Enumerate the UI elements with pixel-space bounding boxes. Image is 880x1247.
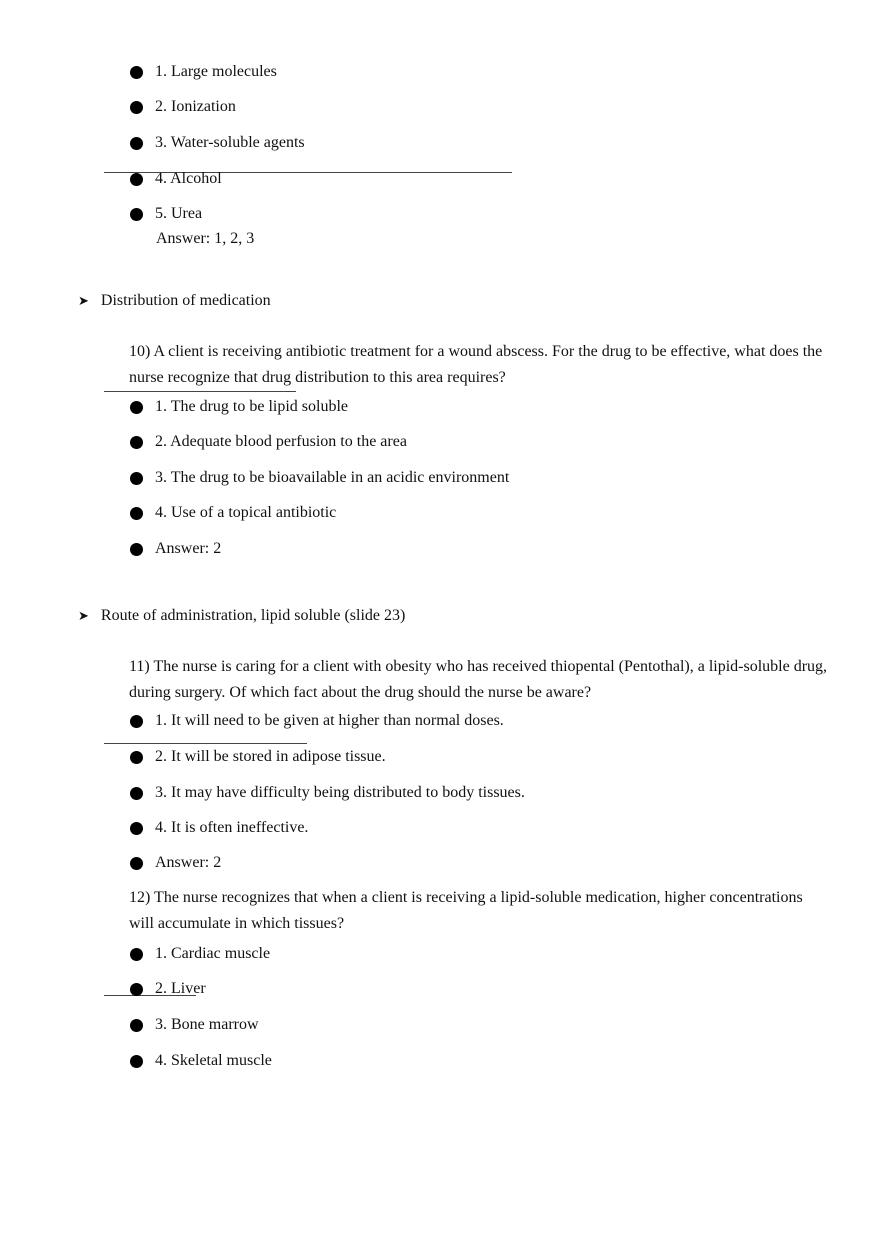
section-heading [78, 292, 271, 310]
list-item [130, 979, 206, 999]
option-text: 1. Cardiac muscle [155, 945, 271, 962]
option-text: 4. Skeletal muscle [155, 1052, 272, 1069]
list-item [130, 169, 222, 189]
arrow-bullet-icon: ➤ [78, 293, 89, 308]
bullet-icon [130, 401, 143, 414]
divider [104, 391, 296, 392]
divider [104, 743, 307, 744]
heading-text: Distribution of medication [100, 292, 271, 309]
answer-text: Answer: 1, 2, 3 [156, 230, 255, 247]
bullet-icon [130, 137, 143, 150]
question-text: 10) A client is receiving antibiotic treatment for a wound abscess. For the drug to be effective, what does the nurse recognize that drug distribution to this area requires? [129, 343, 823, 386]
question-text: 12) The nurse recognizes that when a client is receiving a lipid-soluble medication, higher concentrations will accumulate in which tissues? [129, 889, 803, 932]
option-text: Answer: 2 [155, 540, 222, 557]
section-heading [78, 607, 405, 625]
list-item [130, 1051, 272, 1071]
bullet-icon [130, 436, 143, 449]
bullet-icon [130, 507, 143, 520]
list-item [130, 97, 236, 117]
bullet-icon [130, 715, 143, 728]
arrow-bullet-icon: ➤ [78, 608, 89, 623]
option-text: 2. It will be stored in adipose tissue. [155, 748, 386, 765]
option-text: 2. Ionization [155, 98, 236, 115]
bullet-icon [130, 983, 143, 996]
list-item [130, 204, 202, 224]
bullet-icon [130, 1019, 143, 1032]
question-text: 11) The nurse is caring for a client with obesity who has received thiopental (Pentothal), a lipid-soluble drug, during surgery. Of which fact about the drug should the nurse be aware? [129, 658, 828, 701]
bullet-icon [130, 472, 143, 485]
option-text: 4. Alcohol [155, 170, 222, 187]
list-item [130, 783, 525, 803]
bullet-icon [130, 208, 143, 221]
option-text: 3. The drug to be bioavailable in an acidic environment [155, 469, 510, 486]
heading-text: Route of administration, lipid soluble (slide 23) [100, 607, 406, 624]
list-item [130, 818, 308, 838]
list-item [130, 944, 270, 964]
option-text: 1. Large molecules [155, 63, 277, 80]
bullet-icon [130, 66, 143, 79]
option-text: Answer: 2 [155, 854, 222, 871]
bullet-icon [130, 787, 143, 800]
list-item [130, 1015, 259, 1035]
list-item [130, 62, 277, 82]
option-text: 1. The drug to be lipid soluble [155, 398, 349, 415]
option-text: 3. Bone marrow [155, 1016, 259, 1033]
bullet-icon [130, 173, 143, 186]
list-item [130, 397, 348, 417]
bullet-icon [130, 101, 143, 114]
bullet-icon [130, 948, 143, 961]
option-text: 5. Urea [155, 205, 203, 222]
list-item [130, 853, 221, 873]
option-text: 2. Adequate blood perfusion to the area [155, 433, 407, 450]
list-item [130, 503, 336, 523]
list-item [130, 133, 305, 153]
list-item [130, 711, 504, 731]
option-text: 4. Use of a topical antibiotic [155, 504, 337, 521]
option-text: 4. It is often ineffective. [155, 819, 309, 836]
list-item [130, 747, 386, 767]
list-item [130, 432, 407, 452]
bullet-icon [130, 751, 143, 764]
option-text: 1. It will need to be given at higher than normal doses. [155, 712, 504, 729]
bullet-icon [130, 857, 143, 870]
list-item [130, 539, 221, 559]
bullet-icon [130, 822, 143, 835]
option-text: 3. It may have difficulty being distributed to body tissues. [155, 784, 525, 801]
bullet-icon [130, 543, 143, 556]
list-item [130, 468, 509, 488]
bullet-icon [130, 1055, 143, 1068]
option-text: 2. Liver [155, 980, 206, 997]
option-text: 3. Water-soluble agents [155, 134, 305, 151]
